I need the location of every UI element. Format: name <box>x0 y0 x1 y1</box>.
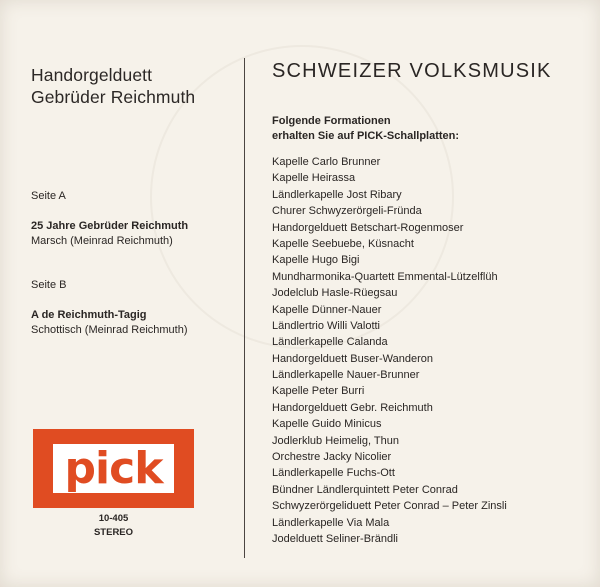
formation-item: Handorgelduett Buser-Wanderon <box>272 352 434 365</box>
right-title: SCHWEIZER VOLKSMUSIK <box>272 60 552 82</box>
side-b-track-subtitle: Schottisch (Meinrad Reichmuth) <box>31 324 188 336</box>
formation-item: Kapelle Hugo Bigi <box>272 254 360 267</box>
formation-item: Orchestre Jacky Nicolier <box>272 451 392 464</box>
formation-item: Kapelle Peter Burri <box>272 385 365 398</box>
left-column <box>31 64 195 336</box>
formation-item: Ländlertrio Willi Valotti <box>272 319 381 332</box>
side-b-block <box>31 279 195 336</box>
formation-item: Handorgelduett Gebr. Reichmuth <box>272 401 433 414</box>
formation-item: Handorgelduett Betschart-Rogenmoser <box>272 221 464 234</box>
formation-item: Jodlerklub Heimelig, Thun <box>272 434 399 447</box>
side-b-track-title: A de Reichmuth-Tagig <box>31 309 147 321</box>
catalog-info <box>33 512 194 540</box>
intro-line2: erhalten Sie auf PICK-Schallplatten: <box>272 130 460 142</box>
formation-item: Ländlerkapelle Via Mala <box>272 516 390 529</box>
formation-item: Ländlerkapelle Nauer-Brunner <box>272 369 420 382</box>
artist-title-line1: Handorgelduett <box>31 65 153 85</box>
side-b-label: Seite B <box>31 279 67 291</box>
pick-logo <box>33 429 194 508</box>
formation-item: Kapelle Heirassa <box>272 172 356 185</box>
side-a-track-subtitle: Marsch (Meinrad Reichmuth) <box>31 235 173 247</box>
formation-item: Kapelle Dünner-Nauer <box>272 303 382 316</box>
intro-line1: Folgende Formationen <box>272 115 391 127</box>
format-label: STEREO <box>93 527 134 538</box>
formation-item: Ländlerkapelle Fuchs-Ott <box>272 467 395 480</box>
column-divider <box>244 58 245 558</box>
pick-logo-text: pick <box>53 444 174 493</box>
artist-title-line2: Gebrüder Reichmuth <box>31 87 196 107</box>
formation-item: Jodelclub Hasle-Rüegsau <box>272 287 398 300</box>
formation-item: Kapelle Seebuebe, Küsnacht <box>272 237 414 250</box>
formation-item: Mundharmonika-Quartett Emmental-Lützelflüh <box>272 270 498 283</box>
catalog-number: 10-405 <box>98 513 129 524</box>
formation-item: Kapelle Guido Minicus <box>272 418 382 431</box>
formation-item: Bündner Ländlerquintett Peter Conrad <box>272 483 458 496</box>
formation-item: Ländlerkapelle Jost Ribary <box>272 188 402 201</box>
formation-item: Churer Schwyzerörgeli-Fründa <box>272 205 422 218</box>
formations-list <box>272 154 507 547</box>
formation-item: Schwyzerörgeliduett Peter Conrad – Peter Zinsli <box>272 500 507 513</box>
formation-item: Kapelle Carlo Brunner <box>272 156 381 168</box>
formation-item: Jodelduett Seliner-Brändli <box>272 532 398 545</box>
side-a-block <box>31 190 195 247</box>
side-a-track-title: 25 Jahre Gebrüder Reichmuth <box>31 220 189 232</box>
intro-text <box>272 114 459 144</box>
formation-item: Ländlerkapelle Calanda <box>272 336 388 349</box>
side-a-label: Seite A <box>31 190 66 202</box>
